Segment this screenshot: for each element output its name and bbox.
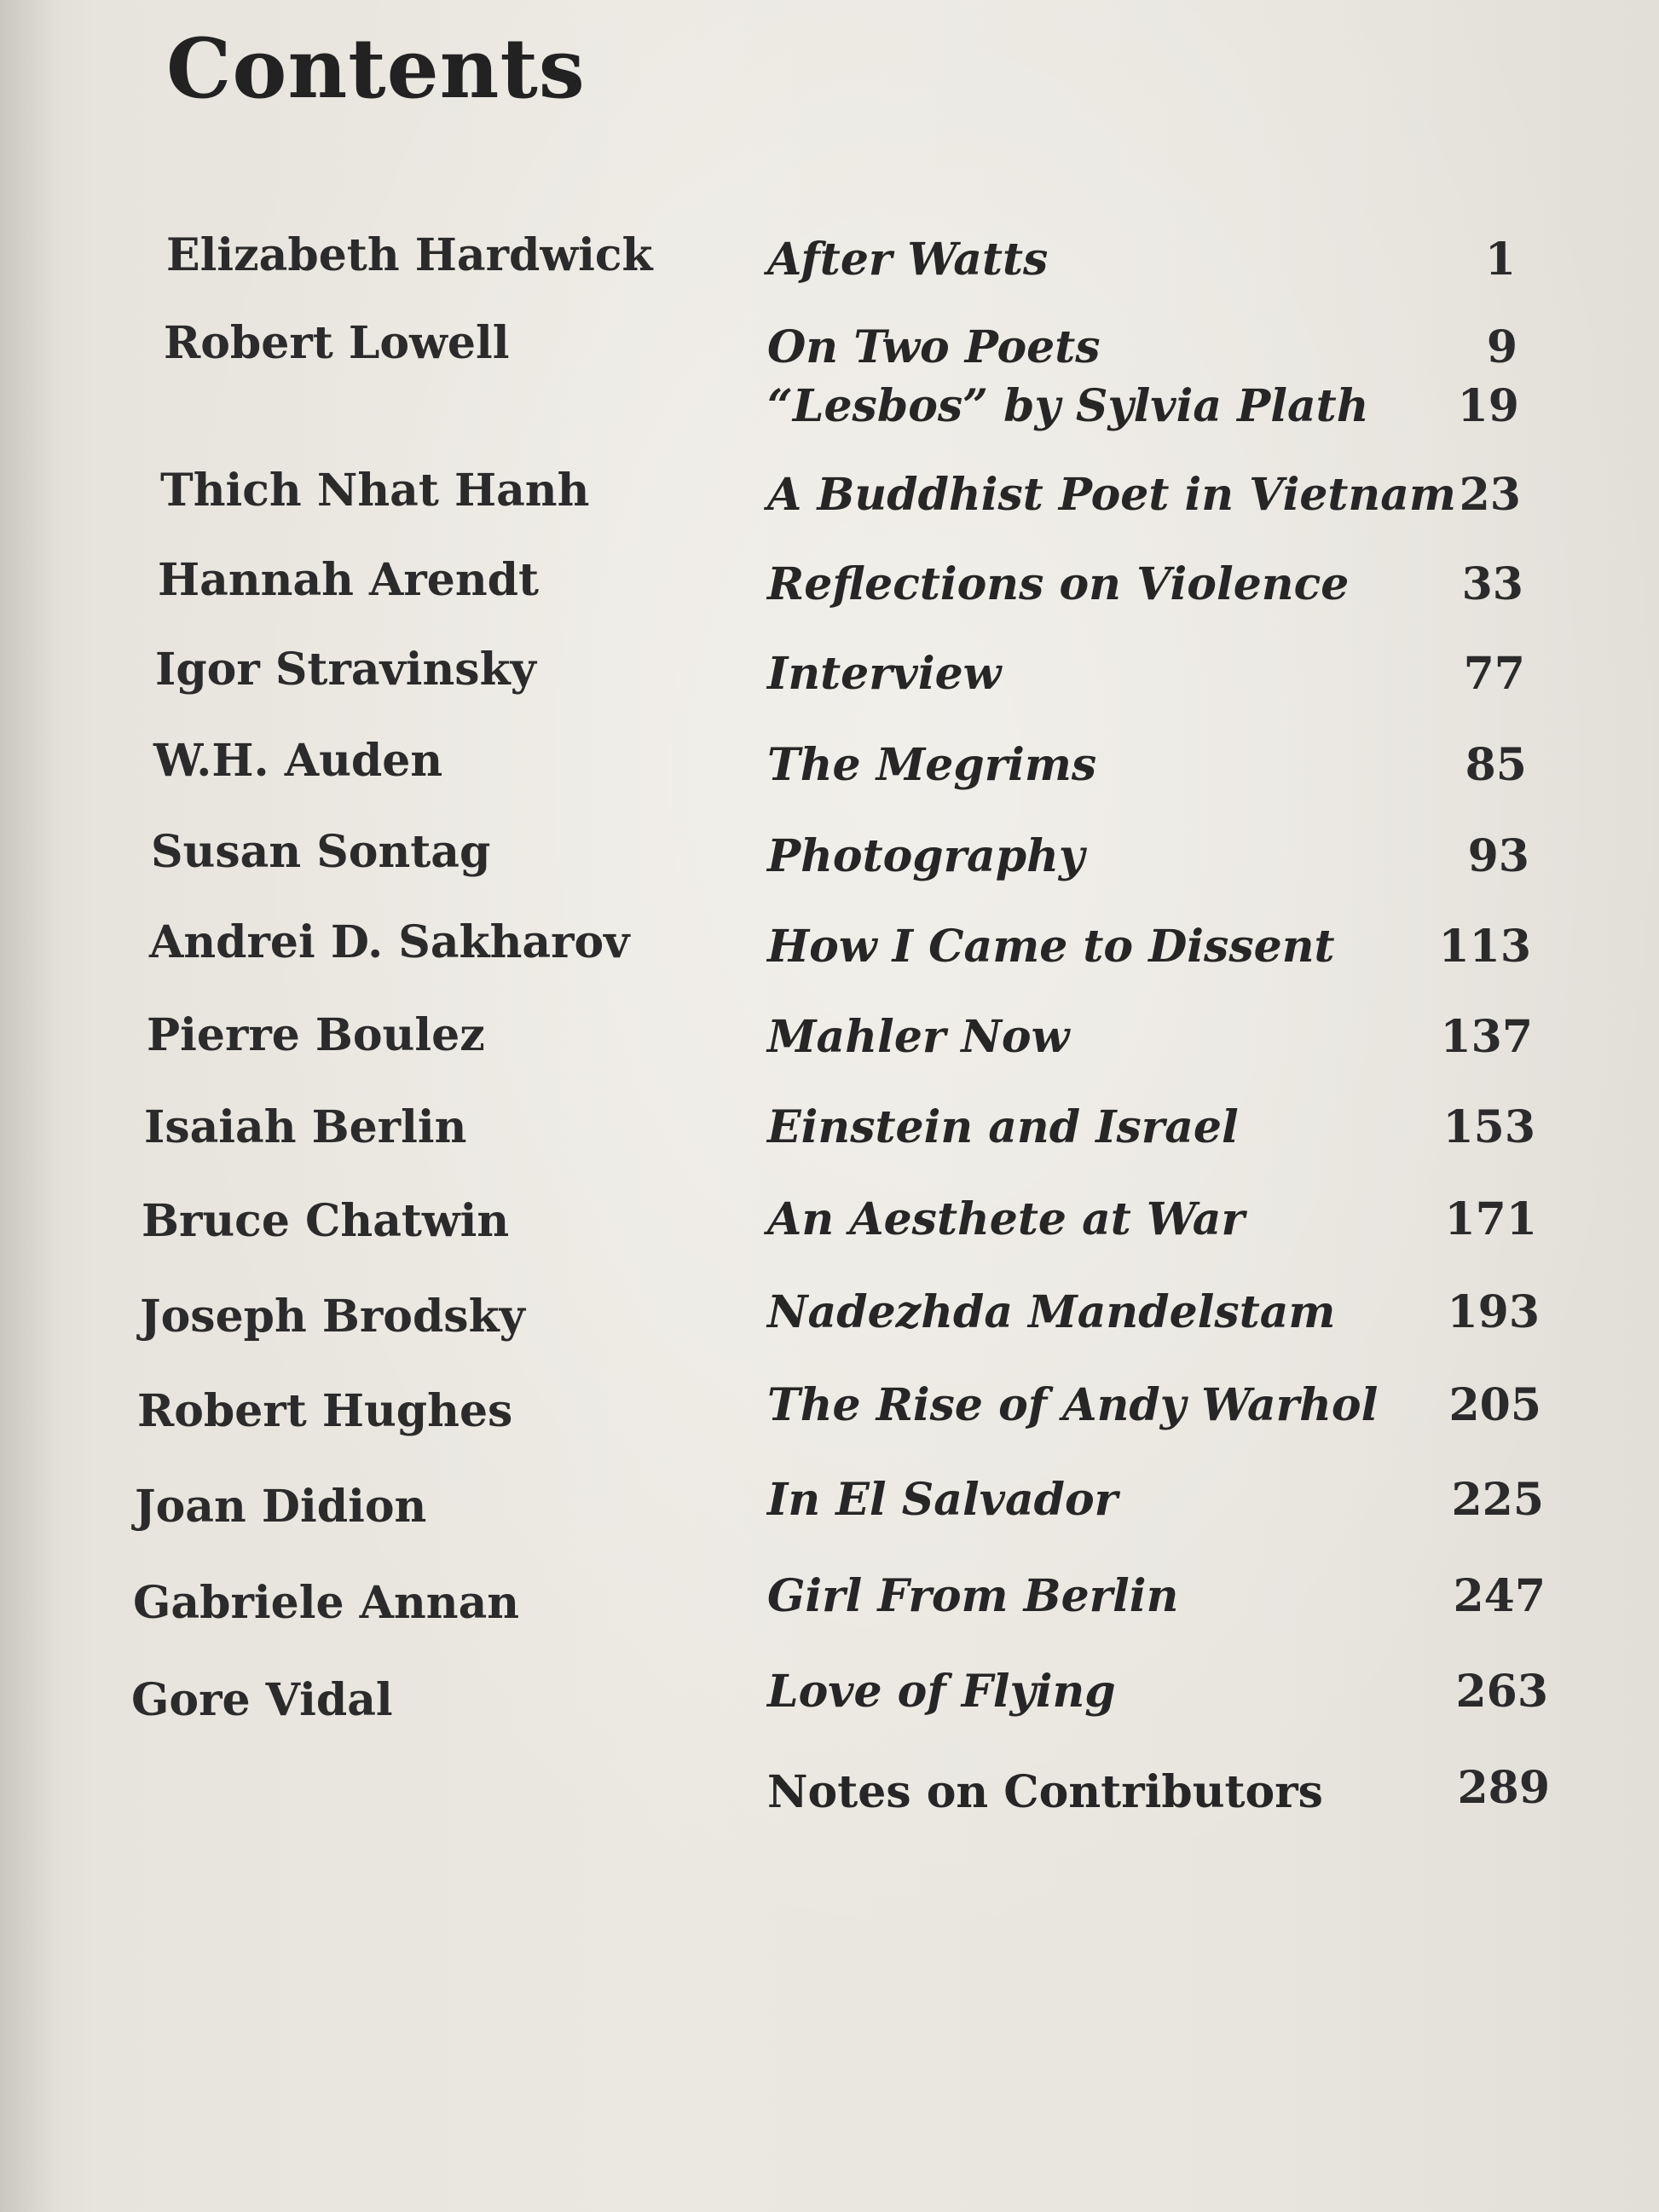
essay-title: Girl From Berlin	[767, 1570, 1179, 1622]
author-name: Joan Didion	[135, 1481, 427, 1533]
author-name: Gore Vidal	[131, 1674, 393, 1726]
essay-title: The Rise of Andy Warhol	[767, 1379, 1379, 1431]
page-number: 85	[1465, 739, 1527, 791]
page-number: 263	[1455, 1666, 1548, 1718]
essay-title: Mahler Now	[767, 1011, 1070, 1063]
author-name: Andrei D. Sakharov	[149, 916, 630, 968]
author-name: W.H. Auden	[153, 735, 443, 787]
page-number: 137	[1440, 1011, 1533, 1063]
essay-title: Love of Flying	[767, 1666, 1116, 1718]
page-number: 247	[1453, 1570, 1546, 1622]
essay-title: “Lesbos” by Sylvia Plath	[767, 380, 1369, 432]
page-number: 23	[1459, 469, 1521, 521]
essay-title: Reflections on Violence	[767, 558, 1350, 610]
page-number: 171	[1444, 1193, 1537, 1245]
author-name: Joseph Brodsky	[140, 1291, 525, 1343]
essay-title: On Two Poets	[767, 321, 1101, 373]
author-name: Robert Lowell	[164, 317, 510, 369]
page-number: 93	[1467, 830, 1529, 882]
page-number: 9	[1486, 321, 1517, 373]
page-number: 153	[1442, 1101, 1535, 1153]
author-name: Elizabeth Hardwick	[166, 229, 653, 281]
author-name: Thich Nhat Hanh	[160, 465, 590, 517]
essay-title: In El Salvador	[767, 1474, 1119, 1526]
page-number: 205	[1448, 1379, 1541, 1431]
page-number: 77	[1463, 648, 1525, 700]
essay-title: How I Came to Dissent	[767, 921, 1335, 973]
binding-shadow	[0, 0, 60, 2212]
page-number: 19	[1457, 380, 1519, 432]
notes-on-contributors: Notes on Contributors	[767, 1766, 1323, 1818]
page-number: 33	[1461, 558, 1523, 610]
author-name: Robert Hughes	[137, 1385, 513, 1437]
author-name: Gabriele Annan	[133, 1577, 520, 1629]
essay-title: Einstein and Israel	[767, 1101, 1239, 1153]
essay-title: Interview	[767, 648, 1002, 700]
author-name: Pierre Boulez	[147, 1009, 485, 1061]
essay-title: The Megrims	[767, 739, 1097, 791]
author-name: Hannah Arendt	[158, 554, 540, 606]
page-number: 289	[1457, 1762, 1550, 1814]
page-number: 225	[1451, 1474, 1544, 1526]
author-name: Bruce Chatwin	[142, 1195, 510, 1247]
author-name: Igor Stravinsky	[155, 644, 536, 696]
page-number: 113	[1438, 921, 1531, 973]
page-title: Contents	[166, 20, 586, 117]
page-number: 193	[1447, 1286, 1540, 1338]
author-name: Susan Sontag	[151, 826, 491, 878]
essay-title: Nadezhda Mandelstam	[767, 1286, 1336, 1338]
essay-title: After Watts	[767, 234, 1049, 286]
author-name: Isaiah Berlin	[144, 1101, 467, 1153]
page-number: 1	[1484, 234, 1516, 286]
essay-title: An Aesthete at War	[767, 1193, 1245, 1245]
essay-title: A Buddhist Poet in Vietnam	[767, 469, 1456, 521]
essay-title: Photography	[767, 830, 1085, 882]
